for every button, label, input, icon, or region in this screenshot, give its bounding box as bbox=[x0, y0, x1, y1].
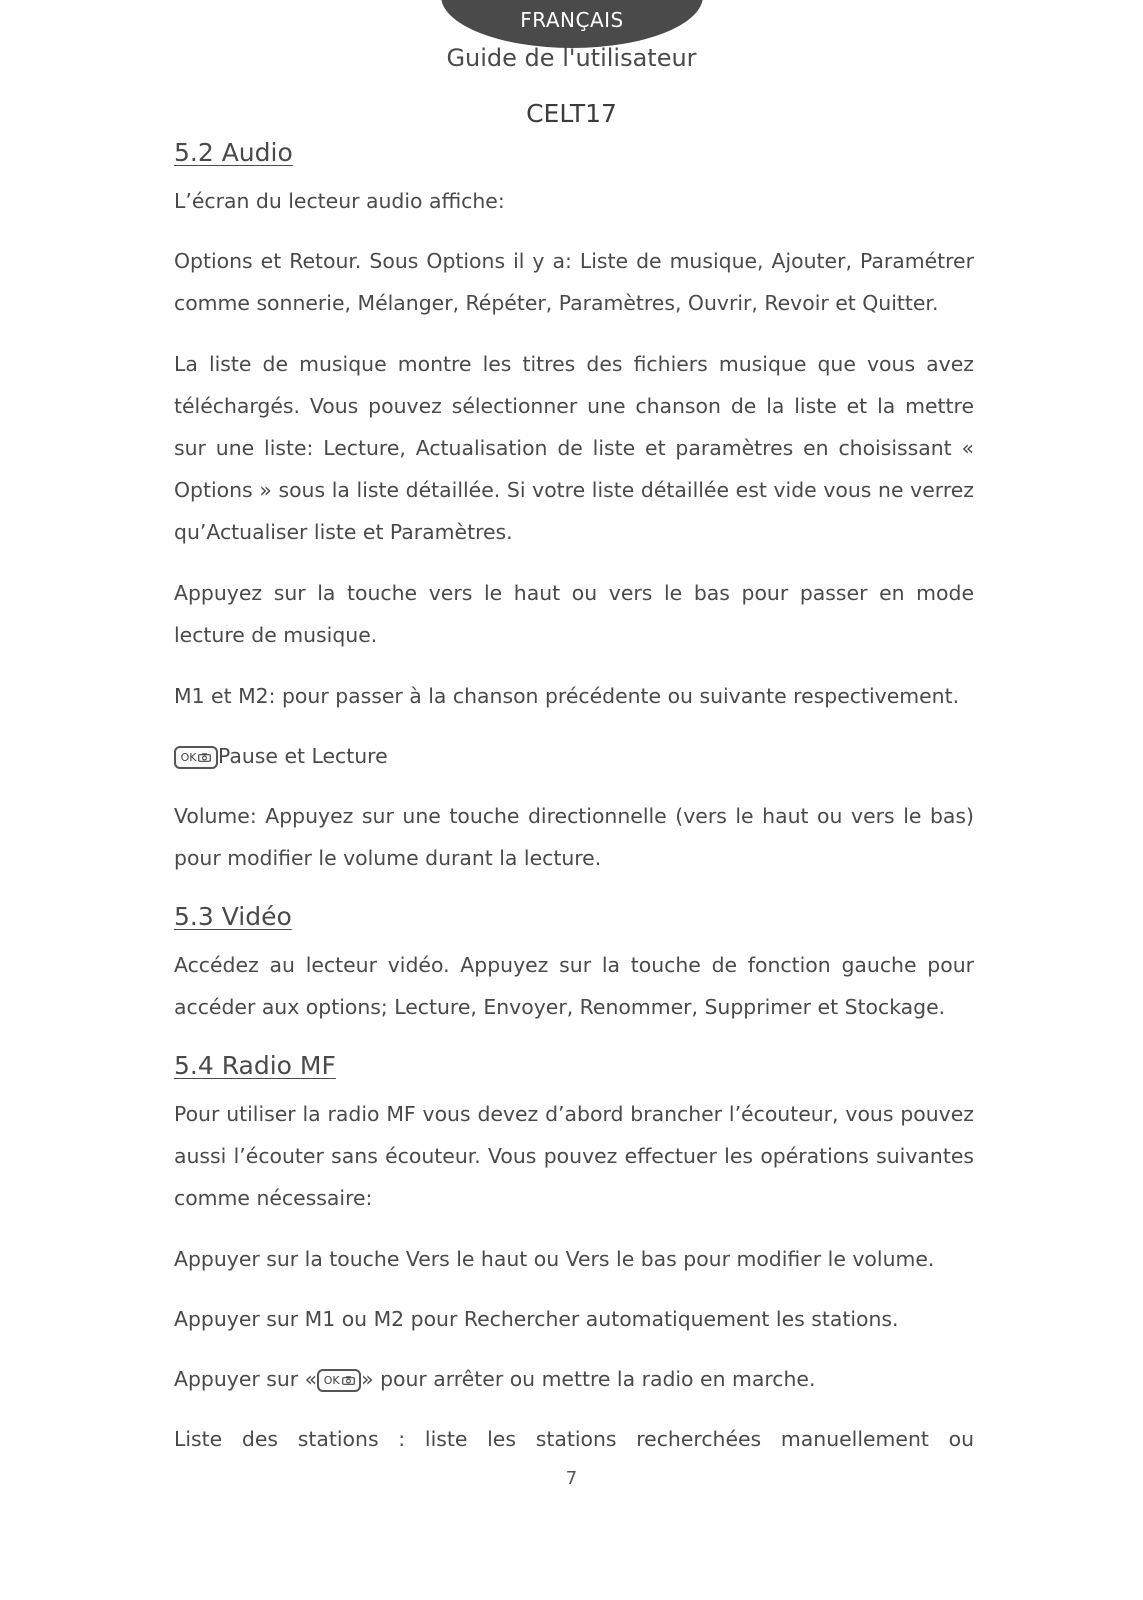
paragraph: L’écran du lecteur audio affiche: bbox=[174, 189, 505, 213]
paragraph: La liste de musique montre les titres des fichiers musique que vous avez téléchargés. Vous pouvez sélectionner une chanson de la liste et la mettre sur une liste: Lecture, Actualisation de liste et paramètres en choisissant « Options » sous la liste détaillée. Si votre liste détaillée est vide vous ne verrez qu’Actualiser liste et Paramètres. bbox=[174, 352, 974, 544]
ok-key-line bbox=[174, 735, 974, 777]
paragraph: Pour utiliser la radio MF vous devez d’abord brancher l’écouteur, vous pouvez aussi l’écouter sans écouteur. Vous pouvez effectuer les opérations suivantes comme nécessaire: bbox=[174, 1102, 974, 1210]
paragraph: Volume: Appuyez sur une touche directionnelle (vers le haut ou vers le bas) pour modifier le volume durant la lecture. bbox=[174, 804, 974, 870]
ok-line-text: Pause et Lecture bbox=[218, 744, 388, 768]
camera-icon bbox=[198, 753, 211, 762]
camera-icon bbox=[342, 1376, 355, 1385]
ok-key-label: OK bbox=[180, 751, 197, 764]
ok-camera-key-icon bbox=[174, 746, 218, 769]
paragraph: Appuyez sur la touche vers le haut ou vers le bas pour passer en mode lecture de musique. bbox=[174, 581, 974, 647]
paragraph: Accédez au lecteur vidéo. Appuyez sur la touche de fonction gauche pour accéder aux options; Lecture, Envoyer, Renommer, Supprimer et Stockage. bbox=[174, 953, 974, 1019]
ok-sentence-after: » pour arrêter ou mettre la radio en marche. bbox=[361, 1367, 816, 1391]
ok-sentence-before: Appuyer sur « bbox=[174, 1367, 318, 1391]
section-heading-audio: 5.2 Audio bbox=[174, 138, 293, 167]
page-number: 7 bbox=[565, 1468, 578, 1489]
section-heading-radio: 5.4 Radio MF bbox=[174, 1051, 336, 1080]
ok-camera-key-icon bbox=[317, 1369, 361, 1392]
ok-key-sentence bbox=[174, 1358, 974, 1400]
model-name: CELT17 bbox=[526, 99, 617, 128]
language-label: FRANÇAIS bbox=[520, 8, 624, 32]
document-title: Guide de l'utilisateur bbox=[446, 44, 697, 72]
paragraph: M1 et M2: pour passer à la chanson précédente ou suivante respectivement. bbox=[174, 684, 960, 708]
paragraph: Appuyer sur la touche Vers le haut ou Vers le bas pour modifier le volume. bbox=[174, 1247, 935, 1271]
ok-key-label: OK bbox=[323, 1374, 340, 1387]
section-heading-video: 5.3 Vidéo bbox=[174, 902, 292, 931]
paragraph: Options et Retour. Sous Options il y a: Liste de musique, Ajouter, Paramétrer comme sonnerie, Mélanger, Répéter, Paramètres, Ouvrir, Revoir et Quitter. bbox=[174, 249, 974, 315]
paragraph-last-line: Liste des stations : liste les stations recherchées manuellement ou bbox=[174, 1427, 974, 1451]
page-content bbox=[174, 134, 974, 1460]
paragraph: Appuyer sur M1 ou M2 pour Rechercher automatiquement les stations. bbox=[174, 1307, 899, 1331]
